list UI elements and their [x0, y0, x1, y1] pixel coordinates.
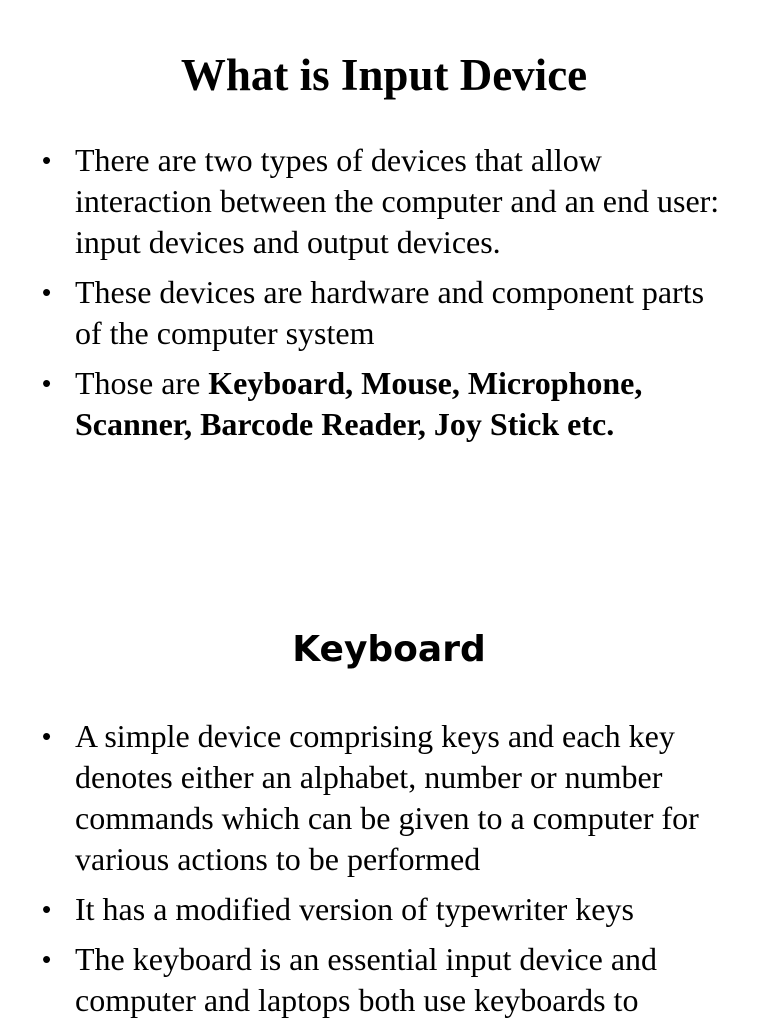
list-item [0, 272, 768, 354]
list-item [0, 363, 768, 445]
bullet-text: The keyboard is an essential input device and computer and laptops both use keyboards to [75, 941, 658, 1018]
list-item [0, 939, 768, 1021]
slide-title: What is Input Device [180, 50, 588, 100]
bullet-text: There are two types of devices that allow interaction between the computer and an end user: input devices and output devices. [75, 142, 720, 260]
bullet-text: It has a modified version of typewriter keys [75, 891, 634, 927]
bullet-icon: • [42, 368, 52, 398]
bullet-icon: • [42, 944, 52, 974]
bullet-text-prefix: Those are [75, 365, 209, 401]
list-item [0, 716, 768, 880]
bullet-icon: • [42, 145, 52, 175]
list-item [0, 140, 768, 263]
list-item [0, 889, 768, 930]
bullet-text: These devices are hardware and component parts of the computer system [75, 274, 705, 351]
bullet-list [0, 140, 768, 454]
bullet-icon: • [42, 277, 52, 307]
slide-title: Keyboard [292, 629, 486, 670]
device-list-text: Keyboard, Mouse, Microphone, Scanner, Barcode Reader, Joy Stick etc. [75, 365, 643, 442]
bullet-icon: • [42, 894, 52, 924]
slide-keyboard [0, 520, 768, 1024]
bullet-icon: • [42, 721, 52, 751]
bullet-list [0, 716, 768, 1030]
bullet-text: A simple device comprising keys and each key denotes either an alphabet, number or number commands which can be given to a computer for various actions to be performed [75, 718, 699, 877]
